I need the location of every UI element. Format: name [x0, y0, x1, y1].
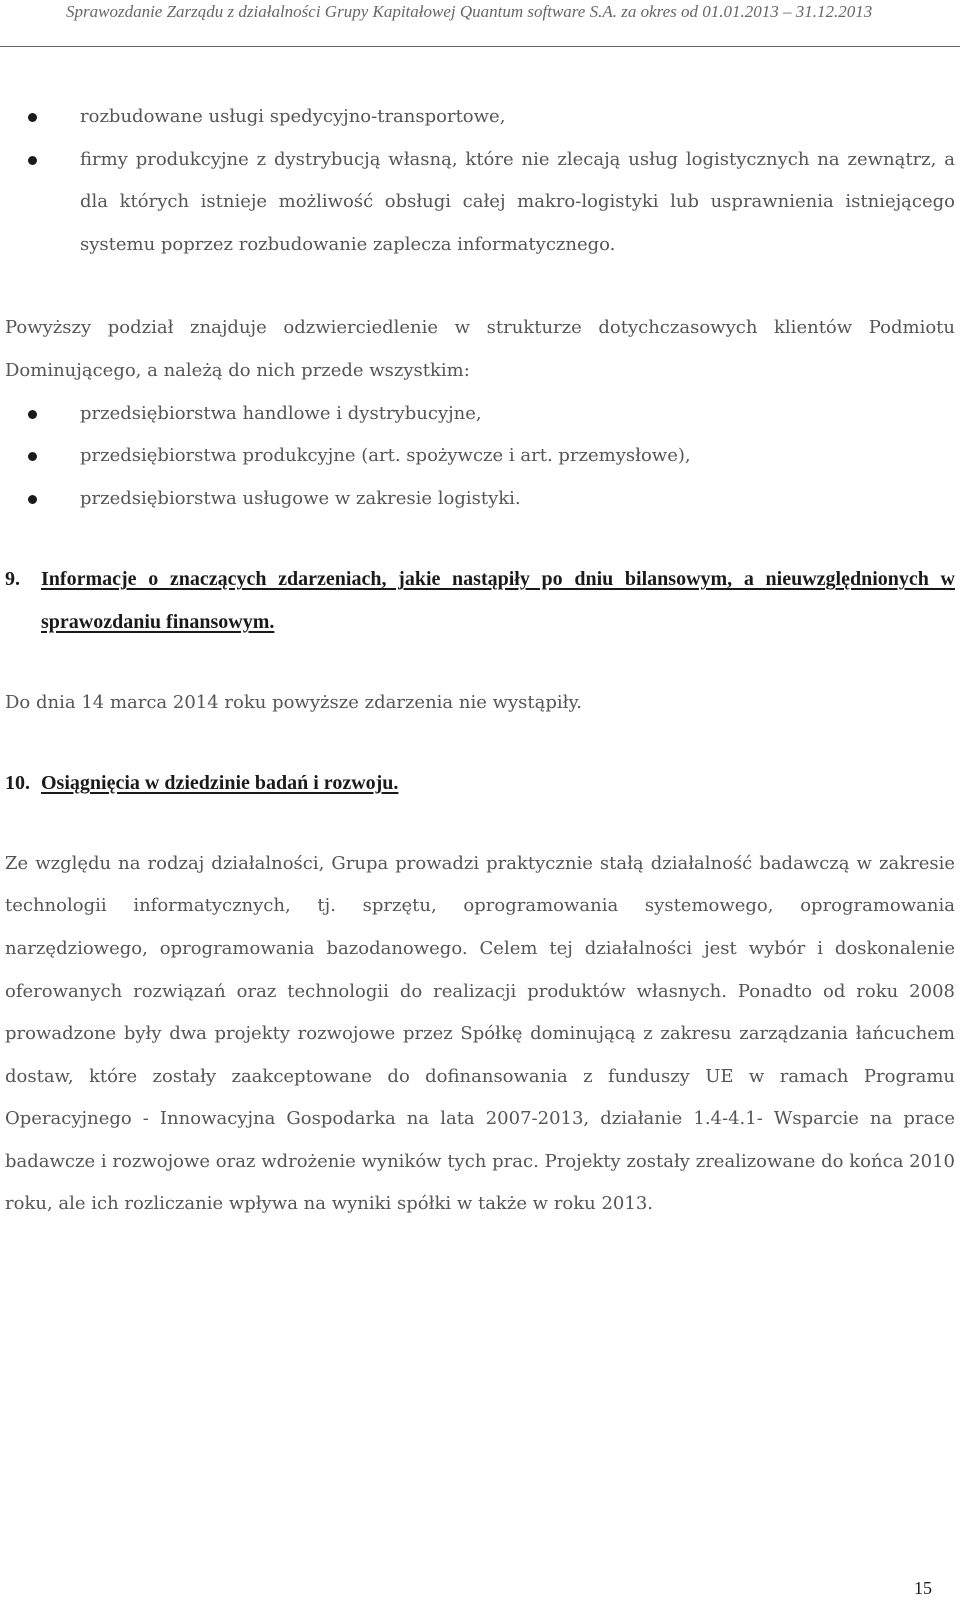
section-title: Informacje o znaczących zdarzeniach, jakie nastąpiły po dniu bilansowym, a nieuwzględnionych w sprawozdaniu finansowym. [41, 568, 955, 633]
paragraph-client-structure: Powyższy podział znajduje odzwierciedlenie w strukturze dotychczasowych klientów Podmiotu Dominującego, a należą do nich przede wszystkim: [5, 317, 955, 381]
bullet-icon [28, 495, 37, 504]
list-item-text: rozbudowane usługi spedycyjno-transportowe, [80, 106, 506, 127]
bullet-icon [28, 156, 37, 165]
section-9-heading [5, 558, 955, 643]
page-header [0, 0, 960, 47]
bullet-list-client-types [5, 96, 955, 266]
list-item [5, 96, 955, 139]
bullet-icon [28, 410, 37, 419]
section-title: Osiągnięcia w dziedzinie badań i rozwoju. [41, 772, 399, 795]
section-9-body: Do dnia 14 marca 2014 roku powyższe zdarzenia nie wystąpiły. [5, 691, 582, 713]
bullet-icon [28, 452, 37, 461]
document-body [5, 96, 955, 1226]
bullet-list-clients [5, 393, 955, 521]
header-text: Sprawozdanie Zarządu z działalności Grupy Kapitałowej Quantum software S.A. za okres od 01.01.2013 – 31.12.2013 [66, 2, 873, 21]
section-10-heading [5, 762, 955, 805]
list-item-text: przedsiębiorstwa handlowe i dystrybucyjne, [80, 402, 482, 424]
list-item [5, 393, 955, 436]
list-item-text: przedsiębiorstwa produkcyjne (art. spożywcze i art. przemysłowe), [80, 445, 691, 467]
page-number: 15 [914, 1578, 932, 1598]
section-number: 9. [5, 568, 20, 591]
list-item [5, 478, 955, 521]
list-item [5, 435, 955, 478]
list-item-text: firmy produkcyjne z dystrybucją własną, które nie zlecają usług logistycznych na zewnątrz, a dla których istnieje możliwość obsługi całej makro-logistyki lub usprawnienia istniejącego systemu poprzez rozbudowanie zaplecza informatycznego. [80, 148, 955, 255]
list-item [5, 139, 955, 267]
list-item-text: przedsiębiorstwa usługowe w zakresie logistyki. [80, 487, 521, 509]
section-number: 10. [5, 772, 30, 795]
bullet-icon [28, 113, 37, 122]
section-10-body: Ze względu na rodzaj działalności, Grupa prowadzi praktycznie stałą działalność badawczą w zakresie technologii informatycznych, tj. sprzętu, oprogramowania systemowego, oprogramowania narzędziowego, oprogramowania bazodanowego. Celem tej działalności jest wybór i doskonalenie oferowanych rozwiązań oraz technologii do realizacji produktów własnych. Ponadto od roku 2008 prowadzone były dwa projekty rozwojowe przez Spółkę dominującą z zakresu zarządzania łańcuchem dostaw, które zostały zaakceptowane do dofinansowania z funduszy UE w ramach Programu Operacyjnego - Innowacyjna Gospodarka na lata 2007-2013, działanie 1.4-4.1- Wsparcie na prace badawcze i rozwojowe oraz wdrożenie wyników tych prac. Projekty zostały zrealizowane do końca 2010 roku, ale ich rozliczanie wpływa na wyniki spółki w także w roku 2013. [5, 852, 955, 1215]
